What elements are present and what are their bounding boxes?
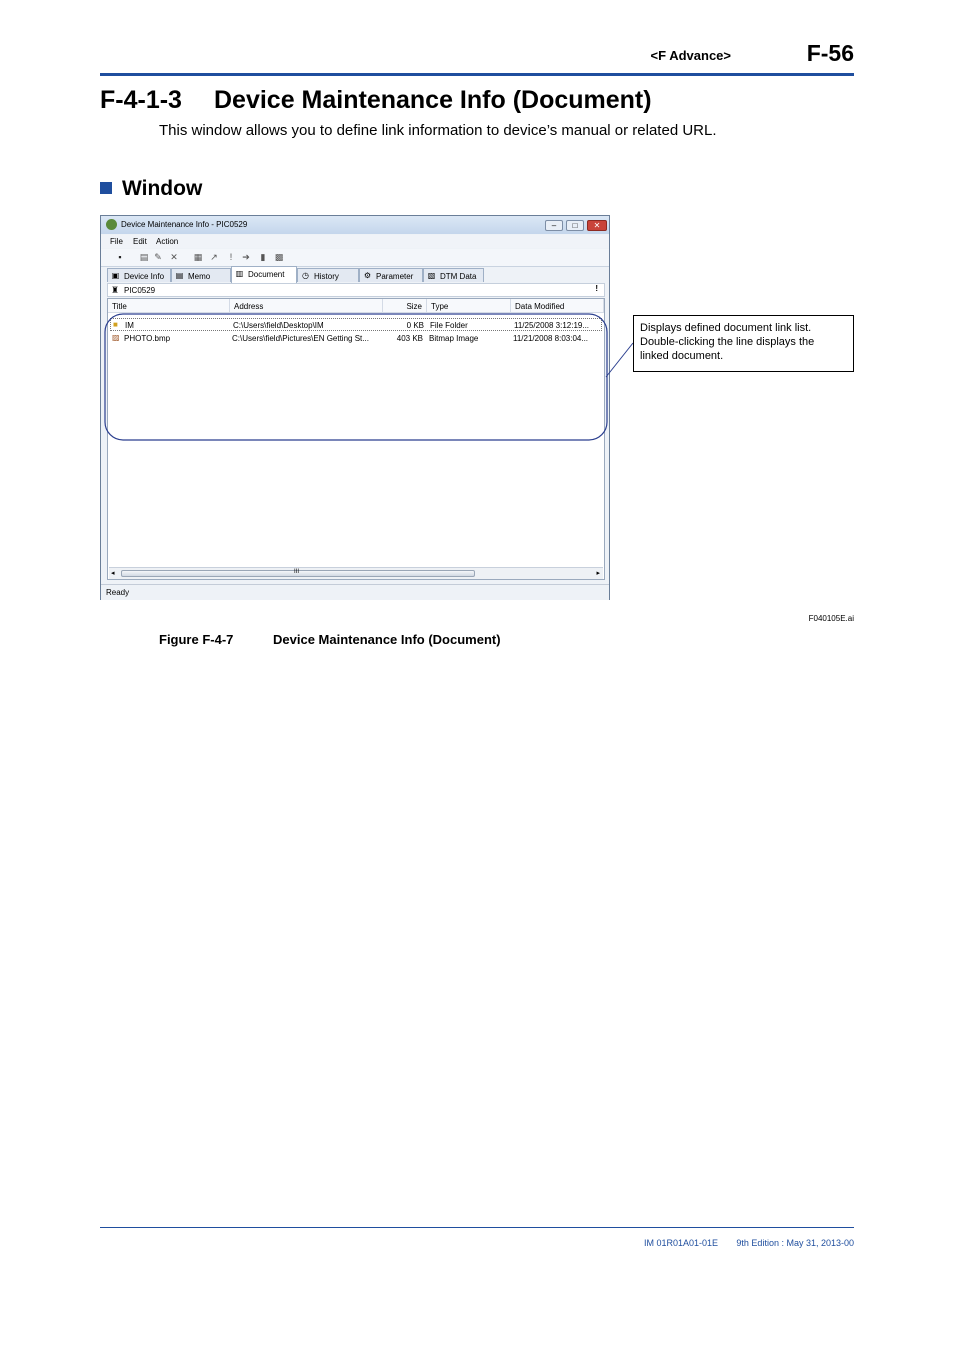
tab-document[interactable]: ▥ Document [231,266,297,283]
bitmap-icon: ▨ [112,333,120,342]
scroll-right-icon[interactable]: ▸ [596,570,600,577]
menu-action[interactable]: Action [156,237,179,246]
delete-icon[interactable]: ✕ [170,252,178,262]
folder-icon: ■ [113,320,118,329]
history-icon: ◷ [302,271,309,280]
scroll-left-icon[interactable]: ◂ [111,570,115,577]
section-number: F-4-1-3 [100,86,182,114]
document-icon: ▥ [235,269,244,278]
column-header-address[interactable]: Address [230,299,383,313]
callout-leader-line [606,343,633,377]
page-number: F-56 [806,40,854,66]
callout-line: Double-clicking the line displays the [640,336,815,348]
edit-document-icon[interactable]: ✎ [154,252,162,262]
figure-title: Device Maintenance Info (Document) [273,632,501,647]
minimize-button[interactable]: – [545,220,563,231]
footer-edition: 9th Edition : May 31, 2013-00 [736,1238,854,1248]
link-icon[interactable]: ↗ [210,252,218,262]
column-header-title[interactable]: Title [108,299,230,313]
figure-file-id: F040105E.ai [808,614,854,623]
tab-device-info[interactable]: ▣ Device Info [107,268,171,282]
window-title: Device Maintenance Info - PIC0529 [121,220,248,229]
callout-box [633,315,854,372]
memo-icon: ▤ [175,271,184,280]
menu-edit[interactable]: Edit [133,237,147,246]
table-row[interactable]: ▨ PHOTO.bmp C:\Users\field\Pictures\EN Getting St... 403 KB Bitmap Image 11/21/2008 8:03:04... [112,333,589,343]
column-header-size[interactable]: Size [383,299,427,313]
grid-icon[interactable]: ▩ [274,252,284,262]
maximize-button[interactable]: □ [566,220,584,231]
device-info-icon: ▣ [111,271,120,280]
footer-doc-number: IM 01R01A01-01E [643,1238,718,1248]
tab-parameter[interactable]: ⚙ Parameter [359,268,423,282]
table-row[interactable]: ■ IM C:\Users\field\Desktop\IM 0 KB File Folder 11/25/2008 3:12:19... [110,318,602,331]
tab-memo[interactable]: ▤ Memo [171,268,231,282]
alert-icon[interactable]: ! [229,252,233,262]
figure-number: Figure F-4-7 [159,632,234,647]
tab-history[interactable]: ◷ History [297,268,359,282]
section-title: Device Maintenance Info (Document) [214,86,652,114]
device-icon: ♜ [111,285,120,295]
forward-icon[interactable]: ➔ [242,252,250,262]
section-description: This window allows you to define link information to device’s manual or related URL. [159,122,717,139]
header-section-label: <F Advance> [650,48,731,63]
column-header-type[interactable]: Type [427,299,511,313]
tab-dtm-data[interactable]: ▧ DTM Data [423,268,484,282]
properties-icon[interactable]: ▦ [193,252,203,262]
menu-file[interactable]: File [110,237,123,246]
subsection-title: Window [122,177,203,200]
new-document-icon[interactable]: ▤ [139,252,149,262]
footer-rule [100,1227,854,1228]
parameter-icon: ⚙ [363,271,372,280]
scroll-grip: III [294,569,300,575]
device-name: PIC0529 [124,286,156,295]
close-button[interactable]: ✕ [587,220,607,231]
list-highlight-outline [105,314,607,440]
status-text: Ready [106,588,130,597]
figure-caption [159,632,501,647]
callout-line: linked document. [640,350,724,362]
save-icon[interactable]: ▪ [118,252,122,262]
dtm-data-icon: ▧ [427,271,436,280]
report-icon[interactable]: ▮ [260,252,266,262]
column-header-data-modified[interactable]: Data Modified [511,299,604,313]
callout-line: Displays defined document link list. [640,322,812,334]
alarm-icon: ! [595,284,598,293]
